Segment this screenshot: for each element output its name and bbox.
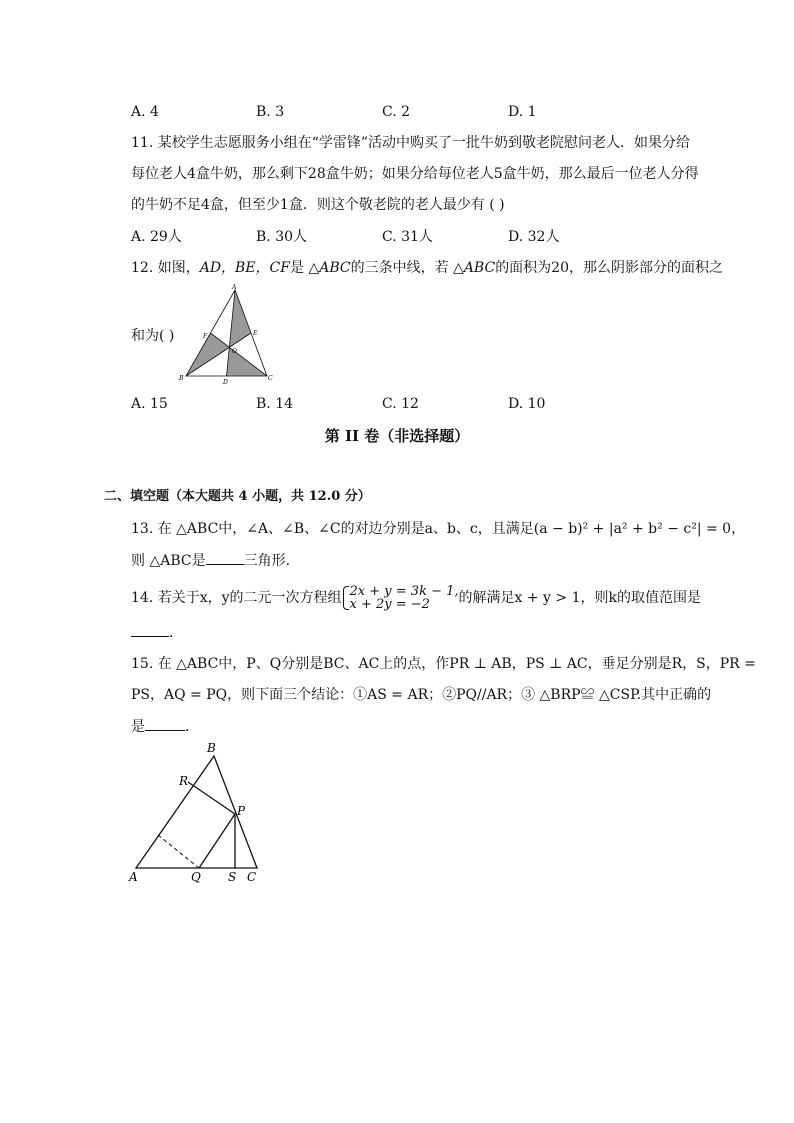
q12-triangle-abc-2: ABC (463, 260, 496, 276)
q14-line-2 (131, 622, 183, 643)
section-2-title: 二、填空题（本大题共 4 小题，共 12.0 分） (104, 489, 371, 504)
q15-line-1: 15. 在 △ABC中，P、Q分别是BC、AC上的点，作PR ⊥ AB，PS ⊥ AC，垂足分别是R，S，PR = (131, 656, 756, 672)
q15-label-r: R (179, 774, 189, 788)
q10-option-d: D. 1 (508, 104, 537, 120)
q14-line-2-end: ． (169, 625, 183, 641)
q14-equation-2: x + 2y = −2 (349, 597, 430, 612)
part-2-title: 第 II 卷（非选择题） (324, 427, 470, 445)
q10-option-c: C. 2 (382, 104, 411, 120)
q15-triangle-figure (125, 738, 270, 888)
q15-segment-pq (199, 814, 235, 868)
q12-label-e: E (253, 330, 258, 337)
q15-line-3-a: 是 (131, 719, 145, 735)
q13-answer-blank[interactable] (206, 550, 244, 565)
q15-label-b: B (207, 741, 216, 755)
q13-line-1: 13. 在 △ABC中，∠A、∠B、∠C的对边分别是a、b、c，且满足(a − b)² + |a² + b² − c²| = 0， (131, 521, 746, 537)
q15-label-p: P (237, 804, 246, 818)
q11-line-3: 的牛奶不足4盒，但至少1盒．则这个敬老院的老人最少有 ( ) (131, 197, 505, 213)
q12-option-c: C. 12 (382, 396, 419, 412)
q12-label-d: D (223, 379, 228, 386)
q12-triangle-abc: ABC (319, 260, 351, 276)
q11-option-a: A. 29人 (131, 229, 182, 245)
q15-segment-pr (188, 782, 235, 814)
q11-line-2: 每位老人4盒牛奶，那么剩下28盒牛奶；如果分给每位老人5盒牛奶，那么最后一位老人分得 (131, 166, 699, 182)
q14-line-1 (131, 583, 701, 613)
q15-label-c: C (247, 870, 257, 884)
q12-triangle-figure (176, 283, 276, 388)
q15-label-q: Q (191, 870, 201, 884)
q12-line-1-d: 的面积为20，那么阴影部分的面积之 (495, 260, 724, 276)
q14-equation-1: 2x + y = 3k − 1, (349, 584, 459, 599)
q12-medians: AD，BE，CF (199, 260, 290, 276)
q12-option-a: A. 15 (131, 396, 168, 412)
q12-line-1-a: 12. 如图， (131, 260, 200, 276)
q12-line-2: 和为( ) (131, 328, 175, 344)
q14-equation-system (342, 585, 459, 611)
q13-line-2-a: 则 △ABC是 (131, 553, 206, 569)
q11-option-d: D. 32人 (508, 229, 560, 245)
q10-option-a: A. 4 (131, 104, 159, 120)
q12-label-a: A (232, 284, 237, 291)
q13-line-2 (131, 550, 300, 571)
q12-shaded-region-2 (186, 333, 229, 376)
q15-answer-blank[interactable] (145, 716, 185, 731)
q13-line-2-b: 三角形． (243, 553, 300, 569)
q12-label-f: F (203, 333, 208, 340)
q11-option-b: B. 30人 (256, 229, 308, 245)
q15-dashed-segment (158, 835, 199, 868)
q15-line-3 (131, 716, 199, 737)
q12-label-b: B (179, 375, 184, 382)
q12-line-1-b: 是 △ (290, 260, 320, 276)
q15-label-s: S (228, 870, 237, 884)
q10-option-b: B. 3 (256, 104, 285, 120)
q12-option-b: B. 14 (256, 396, 294, 412)
q11-option-c: C. 31人 (382, 229, 433, 245)
q12-line-1-c: 的三条中线，若 △ (350, 260, 464, 276)
q12-label-o: O (232, 348, 237, 355)
q15-line-3-b: ． (185, 719, 199, 735)
q12-option-d: D. 10 (508, 396, 546, 412)
q12-line-1 (131, 258, 723, 278)
q15-label-a: A (129, 870, 138, 884)
q14-prefix: 14. 若关于x，y的二元一次方程组 (131, 590, 342, 606)
q11-line-1: 11. 某校学生志愿服务小组在“学雷锋”活动中购买了一批牛奶到敬老院慰问老人．如果分给 (131, 135, 691, 151)
q14-suffix: 的解满足x + y > 1，则k的取值范围是 (458, 590, 701, 606)
q12-label-c: C (268, 375, 273, 382)
q14-answer-blank[interactable] (131, 622, 169, 637)
q15-line-2: PS，AQ = PQ，则下面三个结论：①AS = AR；②PQ//AR；③ △BRP≌ △CSP.其中正确的 (131, 687, 712, 703)
